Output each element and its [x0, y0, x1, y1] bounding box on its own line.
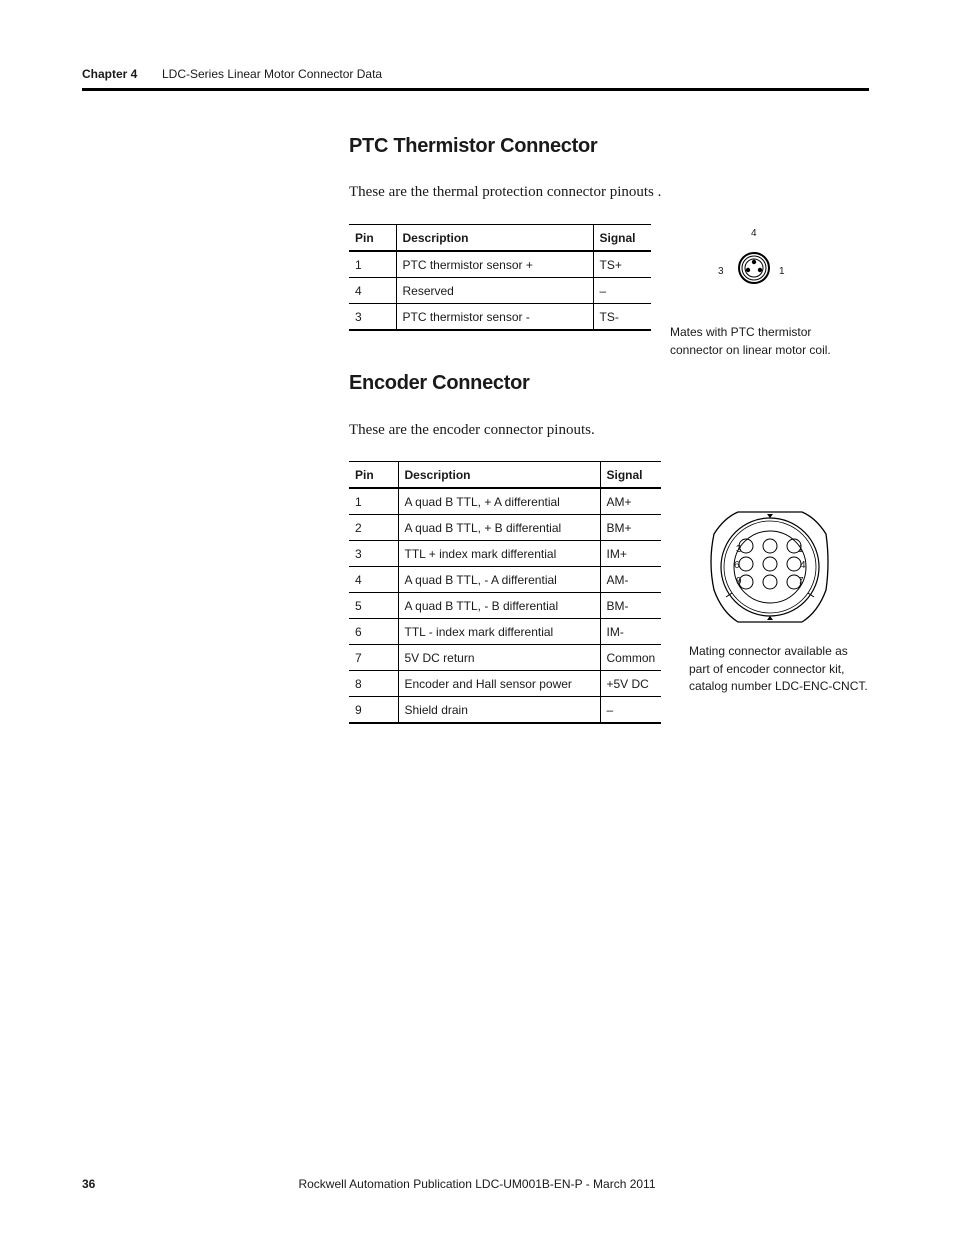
- page-number: 36: [82, 1177, 96, 1191]
- pin-cell: 5: [349, 593, 398, 619]
- signal-cell: –: [593, 278, 651, 304]
- pin-cell: 6: [349, 619, 398, 645]
- pin-cell: 7: [349, 645, 398, 671]
- description-cell: A quad B TTL, - A differential: [398, 567, 600, 593]
- encoder-intro-text: These are the encoder connector pinouts.: [349, 422, 595, 438]
- encoder-pinout-table: [349, 461, 661, 724]
- encoder-caption-line-2: part of encoder connector kit,: [689, 661, 845, 676]
- table-row: [349, 619, 661, 645]
- description-cell: Shield drain: [398, 697, 600, 724]
- table-header-row: [349, 462, 661, 489]
- description-cell: A quad B TTL, + A differential: [398, 488, 600, 515]
- signal-cell: Common: [600, 645, 661, 671]
- pin-cell: 4: [349, 278, 396, 304]
- table-row: [349, 541, 661, 567]
- ptc-intro-text: These are the thermal protection connector pinouts .: [349, 184, 662, 200]
- description-cell: PTC thermistor sensor -: [396, 304, 593, 331]
- running-header-title: LDC-Series Linear Motor Connector Data: [162, 67, 383, 81]
- signal-cell: –: [600, 697, 661, 724]
- ptc-section-heading: PTC Thermistor Connector: [349, 135, 598, 157]
- column-header-signal: Signal: [600, 462, 661, 489]
- column-header-pin: Pin: [349, 225, 396, 252]
- signal-cell: IM-: [600, 619, 661, 645]
- table-row: [349, 697, 661, 724]
- table-row: [349, 593, 661, 619]
- signal-cell: AM-: [600, 567, 661, 593]
- encoder-pin-label-r1: 1: [798, 544, 804, 555]
- ptc-figure-caption: [670, 324, 831, 359]
- column-header-description: Description: [398, 462, 600, 489]
- ptc-pin-label-left: 3: [718, 266, 724, 277]
- pin-cell: 1: [349, 488, 398, 515]
- encoder-pin-label-r2: 4: [800, 560, 806, 571]
- table-row: [349, 645, 661, 671]
- table-row: [349, 251, 651, 278]
- ptc-connector-diagram: [710, 222, 790, 292]
- ptc-caption-line-2: connector on linear motor coil.: [670, 342, 831, 357]
- ptc-pin-label-right: 1: [779, 266, 785, 277]
- column-header-description: Description: [396, 225, 593, 252]
- encoder-connector-diagram: [698, 504, 846, 634]
- column-header-signal: Signal: [593, 225, 651, 252]
- ptc-caption-line-1: Mates with PTC thermistor: [670, 325, 812, 339]
- table-row: [349, 671, 661, 697]
- description-cell: Encoder and Hall sensor power: [398, 671, 600, 697]
- pin-cell: 3: [349, 304, 396, 331]
- description-cell: A quad B TTL, + B differential: [398, 515, 600, 541]
- column-header-pin: Pin: [349, 462, 398, 489]
- encoder-caption-line-1: Mating connector available as: [689, 644, 848, 658]
- encoder-pin-label-l1: 3: [736, 544, 742, 555]
- encoder-figure-caption: [689, 643, 868, 696]
- table-row: [349, 488, 661, 515]
- pin-cell: 3: [349, 541, 398, 567]
- pin-cell: 1: [349, 251, 396, 278]
- description-cell: A quad B TTL, - B differential: [398, 593, 600, 619]
- ptc-pin-label-top: 4: [751, 228, 757, 239]
- description-cell: PTC thermistor sensor +: [396, 251, 593, 278]
- header-rule: [82, 88, 869, 91]
- signal-cell: BM+: [600, 515, 661, 541]
- description-cell: 5V DC return: [398, 645, 600, 671]
- table-row: [349, 278, 651, 304]
- signal-cell: IM+: [600, 541, 661, 567]
- encoder-pin-label-l2: 6: [734, 560, 740, 571]
- encoder-caption-line-3: catalog number LDC-ENC-CNCT.: [689, 679, 868, 693]
- description-cell: TTL + index mark differential: [398, 541, 600, 567]
- table-row: [349, 515, 661, 541]
- publication-footer: Rockwell Automation Publication LDC-UM001B-EN-P - March 2011: [298, 1177, 656, 1191]
- chapter-label: Chapter 4: [82, 67, 138, 81]
- encoder-pin-label-l3: 9: [736, 576, 742, 587]
- description-cell: TTL - index mark differential: [398, 619, 600, 645]
- table-header-row: [349, 225, 651, 252]
- pin-cell: 8: [349, 671, 398, 697]
- signal-cell: AM+: [600, 488, 661, 515]
- signal-cell: TS-: [593, 304, 651, 331]
- pin-cell: 4: [349, 567, 398, 593]
- table-row: [349, 304, 651, 331]
- ptc-pinout-table: [349, 224, 651, 331]
- description-cell: Reserved: [396, 278, 593, 304]
- pin-cell: 2: [349, 515, 398, 541]
- signal-cell: TS+: [593, 251, 651, 278]
- signal-cell: +5V DC: [600, 671, 661, 697]
- table-row: [349, 567, 661, 593]
- encoder-section-heading: Encoder Connector: [349, 372, 530, 394]
- pin-cell: 9: [349, 697, 398, 724]
- signal-cell: BM-: [600, 593, 661, 619]
- encoder-pin-label-r3: 7: [798, 576, 804, 587]
